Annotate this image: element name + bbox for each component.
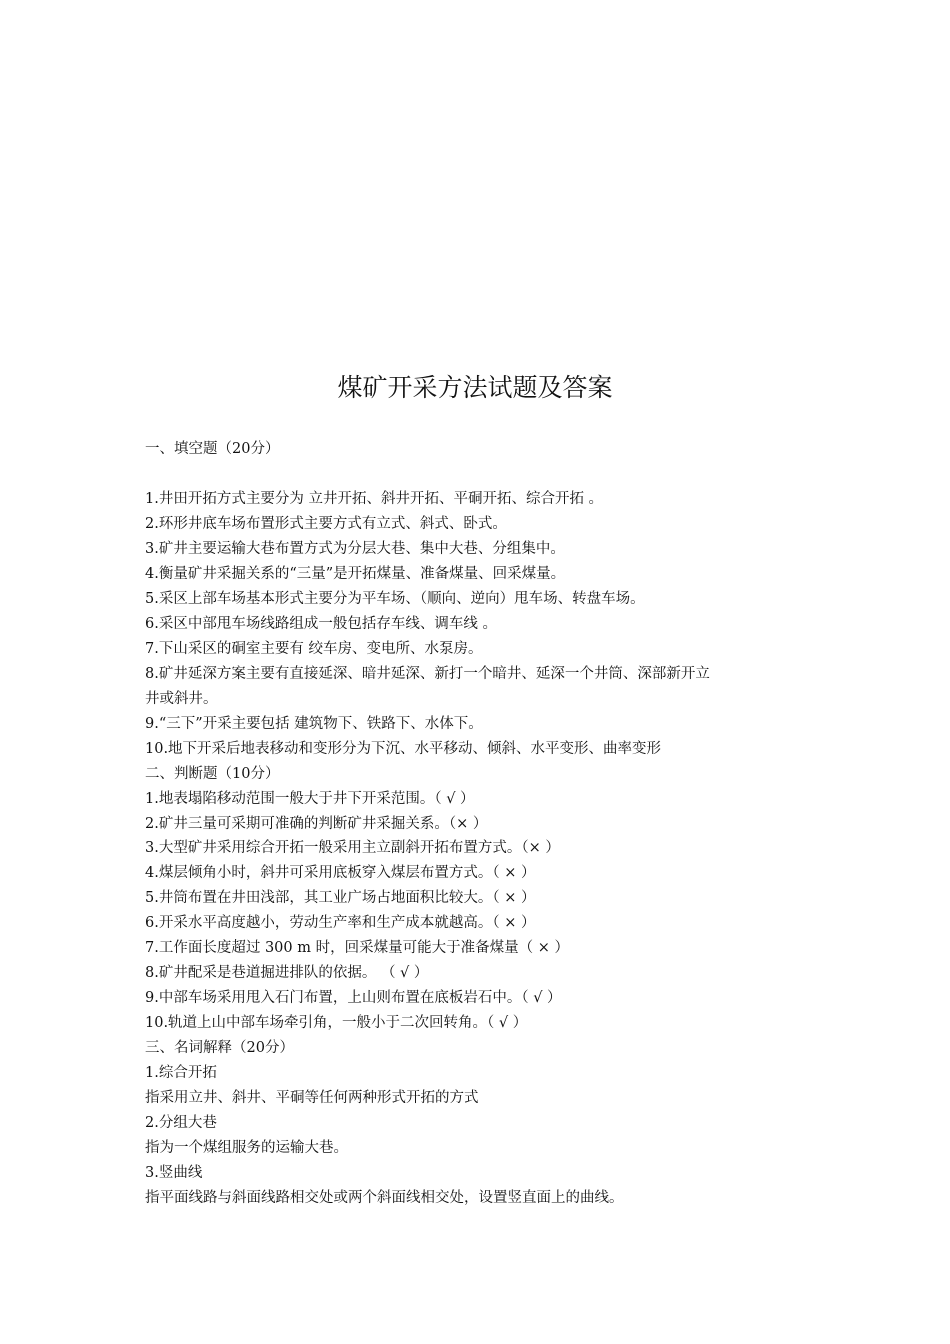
list-item: 3.矿井主要运输大巷布置方式为分层大巷、集中大巷、分组集中。	[145, 541, 565, 557]
list-item: 5.井筒布置在井田浅部，其工业广场占地面积比较大。（ × ）	[145, 890, 536, 906]
list-item: 8.矿井延深方案主要有直接延深、暗井延深、新打一个暗井、延深一个井筒、深部新开立	[145, 666, 710, 682]
list-item: 3.大型矿井采用综合开拓一般采用主立副斜开拓布置方式。（× ）	[145, 840, 560, 856]
list-item: 1.井田开拓方式主要分为 立井开拓、斜井开拓、平硐开拓、综合开拓 。	[145, 491, 604, 507]
section-heading-definitions: 三、名词解释（20分）	[145, 1040, 294, 1056]
list-item: 6.开采水平高度越小，劳动生产率和生产成本就越高。（ × ）	[145, 915, 536, 931]
list-item: 2.矿井三量可采期可准确的判断矿井采掘关系。（× ）	[145, 816, 488, 832]
term-title: 3.竖曲线	[145, 1165, 203, 1181]
term-definition: 指为一个煤组服务的运输大巷。	[145, 1140, 348, 1156]
list-item: 9.中部车场采用甩入石门布置，上山则布置在底板岩石中。（ √ ）	[145, 990, 562, 1006]
list-item: 4.煤层倾角小时，斜井可采用底板穿入煤层布置方式。（ × ）	[145, 865, 536, 881]
list-item: 8.矿井配采是巷道掘进排队的依据。 （ √ ）	[145, 965, 429, 981]
term-definition: 指采用立井、斜井、平硐等任何两种形式开拓的方式	[145, 1090, 479, 1106]
list-item: 5.采区上部车场基本形式主要分为平车场、（顺向、逆向）甩车场、转盘车场。	[145, 591, 645, 607]
list-item: 10.地下开采后地表移动和变形分为下沉、水平移动、倾斜、水平变形、曲率变形	[145, 741, 662, 757]
list-item: 7.下山采区的硐室主要有 绞车房、变电所、水泵房。	[145, 641, 483, 657]
list-item: 1.地表塌陷移动范围一般大于井下开采范围。（ √ ）	[145, 791, 475, 807]
list-item: 7.工作面长度超过 300 m 时，回采煤量可能大于准备煤量（ × ）	[145, 940, 569, 956]
section-heading-fill-in: 一、填空题（20分）	[145, 441, 280, 457]
list-item: 10.轨道上山中部车场牵引角，一般小于二次回转角。（ √ ）	[145, 1015, 528, 1031]
term-title: 1.综合开拓	[145, 1065, 217, 1081]
list-item: 4.衡量矿井采掘关系的“三量”是开拓煤量、准备煤量、回采煤量。	[145, 566, 566, 582]
list-item: 9.“三下”开采主要包括 建筑物下、铁路下、水体下。	[145, 716, 483, 732]
list-item: 井或斜井。	[145, 691, 218, 707]
list-item: 6.采区中部甩车场线路组成一般包括存车线、调车线 。	[145, 616, 497, 632]
list-item: 2.环形井底车场布置形式主要方式有立式、斜式、卧式。	[145, 516, 507, 532]
term-title: 2.分组大巷	[145, 1115, 217, 1131]
section-heading-true-false: 二、判断题（10分）	[145, 766, 280, 782]
term-definition: 指平面线路与斜面线路相交处或两个斜面线相交处，设置竖直面上的曲线。	[145, 1190, 624, 1206]
document-title: 煤矿开采方法试题及答案	[337, 373, 613, 402]
